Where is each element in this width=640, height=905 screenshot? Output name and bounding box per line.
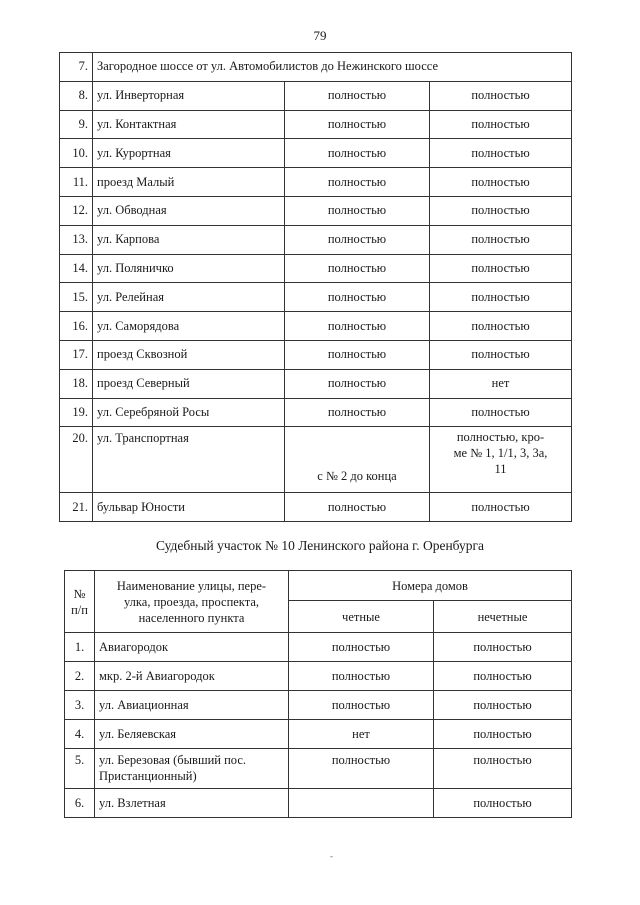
row-number: 4. — [65, 720, 95, 749]
even-houses: с № 2 до конца — [285, 427, 430, 493]
even-houses: полностью — [285, 398, 430, 427]
section-title: Судебный участок № 10 Ленинского района г. Оренбурга — [155, 538, 485, 553]
street-name: Авиагородок — [95, 633, 289, 662]
street-name: ул. Карпова — [93, 225, 285, 254]
even-houses: полностью — [285, 168, 430, 197]
odd-houses: нет — [430, 369, 572, 398]
table-row — [60, 225, 572, 254]
row-number: 5. — [65, 749, 95, 789]
odd-houses: полностью — [434, 720, 572, 749]
header-house-numbers: Номера домов — [289, 571, 572, 601]
odd-houses: полностью — [430, 81, 572, 110]
table-row — [65, 720, 572, 749]
table-row — [65, 691, 572, 720]
court-district-10-table — [64, 570, 572, 818]
row-number: 3. — [65, 691, 95, 720]
table-row — [60, 81, 572, 110]
street-name: ул. Инверторная — [93, 81, 285, 110]
table-row — [65, 749, 572, 789]
row-number: 6. — [65, 789, 95, 818]
row-number: 19. — [60, 398, 93, 427]
odd-houses: полностью — [434, 633, 572, 662]
even-houses: полностью — [285, 110, 430, 139]
even-houses: полностью — [285, 283, 430, 312]
row-number: 20. — [60, 427, 93, 493]
table-header-row — [65, 571, 572, 601]
header-street-name: Наименование улицы, пере- улка, проезда, проспекта, населенного пункта — [95, 571, 289, 633]
row-number: 2. — [65, 662, 95, 691]
table-row — [60, 139, 572, 168]
table-row — [65, 789, 572, 818]
row-number: 21. — [60, 493, 93, 522]
streets-table-continued — [59, 52, 572, 522]
even-houses: полностью — [285, 196, 430, 225]
table-row — [60, 53, 572, 82]
even-houses: полностью — [285, 254, 430, 283]
street-name: ул. Авиационная — [95, 691, 289, 720]
odd-houses: полностью — [430, 493, 572, 522]
table-row — [60, 110, 572, 139]
street-name: мкр. 2-й Авиагородок — [95, 662, 289, 691]
street-name: ул. Обводная — [93, 196, 285, 225]
table-row — [60, 312, 572, 341]
even-houses: полностью — [285, 139, 430, 168]
odd-houses: полностью — [434, 749, 572, 789]
even-houses: полностью — [289, 633, 434, 662]
odd-houses: полностью — [430, 225, 572, 254]
odd-houses: полностью — [430, 340, 572, 369]
street-name: проезд Северный — [93, 369, 285, 398]
table-row — [60, 398, 572, 427]
row-number: 17. — [60, 340, 93, 369]
odd-houses: полностью — [430, 139, 572, 168]
row-number: 14. — [60, 254, 93, 283]
row-number: 7. — [60, 53, 93, 82]
odd-houses: полностью — [430, 196, 572, 225]
header-odd: нечетные — [434, 601, 572, 633]
even-houses: полностью — [289, 691, 434, 720]
even-houses: полностью — [285, 340, 430, 369]
odd-houses: полностью — [434, 662, 572, 691]
even-houses: полностью — [289, 662, 434, 691]
street-name: ул. Беляевская — [95, 720, 289, 749]
odd-houses: полностью — [430, 168, 572, 197]
table-row — [60, 168, 572, 197]
street-name: ул. Контактная — [93, 110, 285, 139]
odd-houses: полностью — [430, 398, 572, 427]
table-row — [60, 427, 572, 493]
table-row — [60, 493, 572, 522]
street-name: проезд Малый — [93, 168, 285, 197]
even-houses: полностью — [285, 225, 430, 254]
table-row — [65, 662, 572, 691]
odd-houses: полностью — [430, 110, 572, 139]
street-name: ул. Взлетная — [95, 789, 289, 818]
page-number: 79 — [313, 28, 327, 43]
even-houses: полностью — [285, 81, 430, 110]
even-houses: полностью — [285, 312, 430, 341]
street-name: Загородное шоссе от ул. Автомобилистов до Нежинского шоссе — [93, 53, 572, 82]
row-number: 15. — [60, 283, 93, 312]
table-row — [60, 254, 572, 283]
street-name: ул. Транспортная — [93, 427, 285, 493]
even-houses: нет — [289, 720, 434, 749]
header-number: № п/п — [65, 571, 95, 633]
odd-houses: полностью — [430, 283, 572, 312]
street-name: ул. Курортная — [93, 139, 285, 168]
row-number: 16. — [60, 312, 93, 341]
row-number: 13. — [60, 225, 93, 254]
odd-houses: полностью — [434, 789, 572, 818]
even-houses — [289, 789, 434, 818]
even-houses: полностью — [289, 749, 434, 789]
row-number: 12. — [60, 196, 93, 225]
row-number: 18. — [60, 369, 93, 398]
street-name: ул. Серебряной Росы — [93, 398, 285, 427]
odd-houses: полностью, кро- ме № 1, 1/1, 3, 3а, 11 — [430, 427, 572, 493]
odd-houses: полностью — [430, 312, 572, 341]
odd-houses: полностью — [434, 691, 572, 720]
street-name: ул. Поляничко — [93, 254, 285, 283]
street-name: бульвар Юности — [93, 493, 285, 522]
even-houses: полностью — [285, 493, 430, 522]
street-name: ул. Саморядова — [93, 312, 285, 341]
table-row — [65, 633, 572, 662]
row-number: 1. — [65, 633, 95, 662]
table-row — [60, 340, 572, 369]
page-mark: - — [330, 851, 333, 861]
street-name: ул. Релейная — [93, 283, 285, 312]
table-row — [60, 196, 572, 225]
header-even: четные — [289, 601, 434, 633]
table-row — [60, 283, 572, 312]
row-number: 11. — [60, 168, 93, 197]
row-number: 9. — [60, 110, 93, 139]
odd-houses: полностью — [430, 254, 572, 283]
street-name: ул. Березовая (бывший пос. Пристанционный) — [95, 749, 289, 789]
row-number: 10. — [60, 139, 93, 168]
table-row — [60, 369, 572, 398]
row-number: 8. — [60, 81, 93, 110]
even-houses: полностью — [285, 369, 430, 398]
street-name: проезд Сквозной — [93, 340, 285, 369]
